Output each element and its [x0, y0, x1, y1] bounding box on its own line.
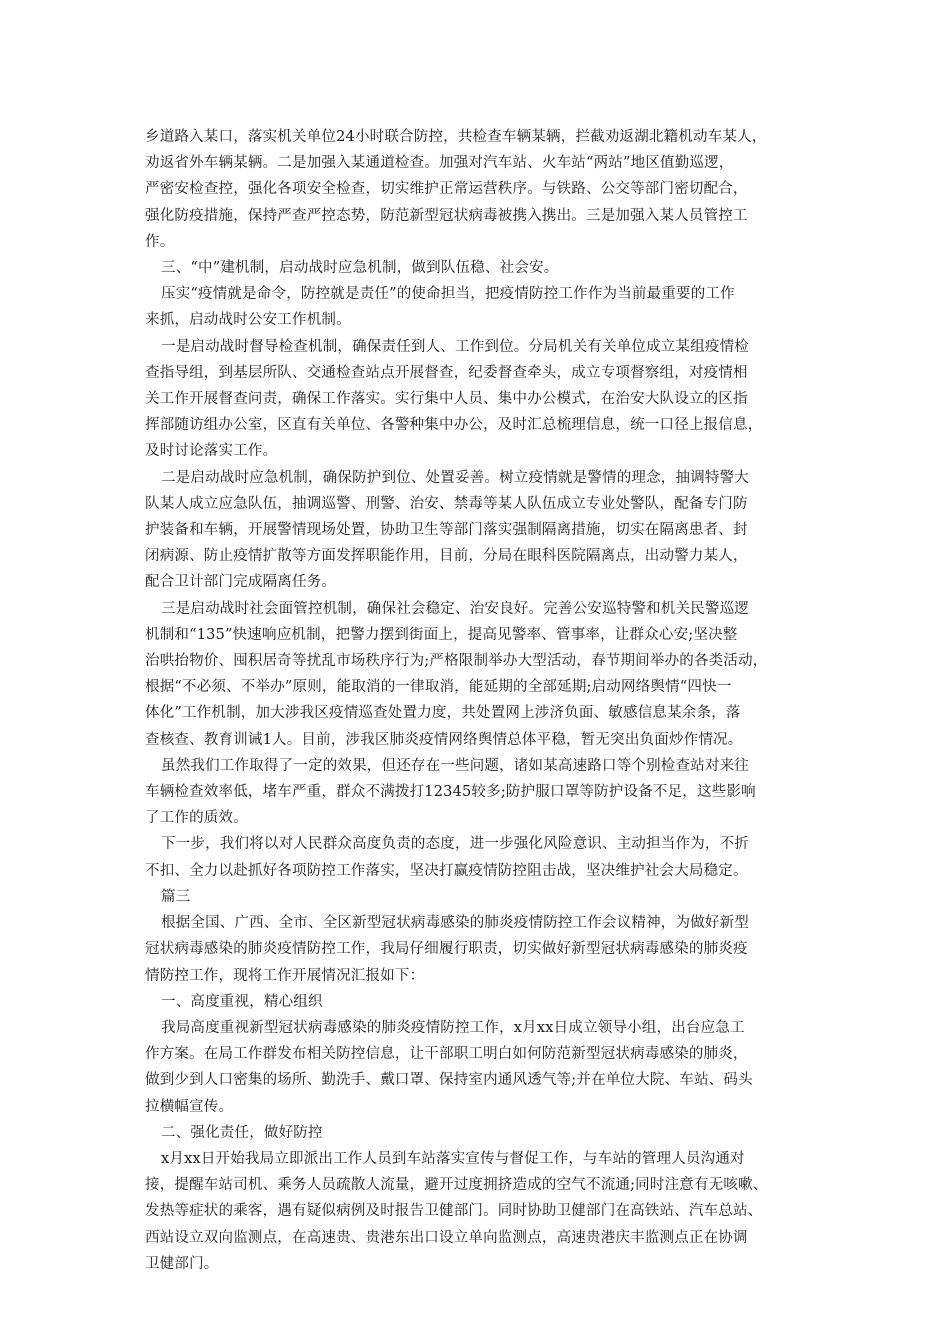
- text-line: 体化”工作机制，加大涉我区疫情巡查处置力度，共处置网上涉济负面、敏感信息某余条，落: [145, 705, 741, 722]
- heading-part-three: [145, 884, 810, 910]
- text-line: 挥部随访组办公室，区直有关单位、各警种集中办公，及时汇总梳理信息，统一口径上报信息，: [145, 417, 763, 434]
- text-line: 三是启动战时社会面管控机制，确保社会稳定、治安良好。完善公安巡特警和机关民警巡逻: [161, 600, 749, 617]
- text-line: 冠状病毒感染的肺炎疫情防控工作，我局仔细履行职责，切实做好新型冠状病毒感染的肺炎疫: [145, 941, 748, 958]
- text-line: 我局高度重视新型冠状病毒感染的肺炎疫情防控工作，x月xx日成立领导小组，出台应急工: [161, 1019, 745, 1036]
- text-line: 不扣、全力以赴抓好各项防控工作落实，坚决打赢疫情防控阻击战，坚决维护社会大局稳定。: [145, 862, 748, 879]
- heading-wartime-mechanism: [145, 255, 810, 281]
- text-line: 队某人成立应急队伍，抽调巡警、刑警、治安、禁毒等某人队伍成立专业处警队，配备专门防: [145, 495, 748, 512]
- text-line: 二是启动战时应急机制，确保防护到位、处置妥善。树立疫情就是警情的理念，抽调特警大: [161, 469, 749, 486]
- text-line: 治哄抬物价、囤积居奇等扰乱市场秩序行为;严格限制举办大型活动，春节期间举办的各类活动，: [145, 653, 768, 670]
- text-line: 了工作的质效。: [145, 810, 248, 827]
- text-line: 查指导组，到基层所队、交通检查站点开展督查，纪委督查牵头，成立专项督察组，对疫情相: [145, 364, 748, 381]
- text-line: 卫健部门。: [145, 1255, 219, 1272]
- text-line: 情防控工作，现将工作开展情况汇报如下：: [145, 967, 425, 984]
- text-line: 乡道路入某口，落实机关单位24小时联合防控，共检查车辆某辆，拦截劝返湖北籍机动车某人，: [145, 129, 767, 145]
- para-mission: [145, 281, 810, 333]
- para-checkpoint-continued: [145, 124, 810, 255]
- para-station-work: [145, 1146, 810, 1277]
- heading-responsibility: [145, 1120, 810, 1146]
- text-line: 三、“中”建机制，启动战时应急机制，做到队伍稳、社会安。: [161, 260, 559, 277]
- text-line: 强化防疫措施，保持严查严控态势，防范新型冠状病毒被携入携出。三是加强入某人员管控工: [145, 207, 748, 224]
- text-line: 西站设立双向监测点，在高速贵、贵港东出口设立单向监测点，高速贵港庆丰监测点正在协调: [145, 1229, 748, 1246]
- heading-high-attention: [145, 989, 810, 1015]
- text-line: 来抓，启动战时公安工作机制。: [145, 312, 351, 329]
- text-line: 下一步，我们将以对人民群众高度负责的态度，进一步强化风险意识、主动担当作为，不折: [161, 836, 749, 853]
- text-line: x月xx日开始我局立即派出工作人员到车站落实宣传与督促工作，与车站的管理人员沟通对: [161, 1150, 745, 1167]
- text-line: 一是启动战时督导检查机制，确保责任到人、工作到位。分局机关有关单位成立某组疫情检: [161, 338, 749, 355]
- text-line: 机制和“135”快速响应机制，把警力摆到街面上，提高见警率、管事率，让群众心安;坚决整: [145, 626, 738, 643]
- text-line: 二、强化责任，做好防控: [161, 1124, 323, 1141]
- text-line: 护装备和车辆，开展警情现场处置，协助卫生等部门落实强制隔离措施，切实在隔离患者、封: [145, 522, 748, 539]
- para-emergency: [145, 465, 810, 596]
- text-line: 闭病源、防止疫情扩散等方面发挥职能作用，目前，分局在眼科医院隔离点，出动警力某人，: [145, 548, 748, 565]
- text-line: 及时讨论落实工作。: [145, 443, 278, 460]
- document-body: [145, 124, 810, 1277]
- text-line: 根据“不必须、不举办”原则，能取消的一律取消，能延期的全部延期;启动网络舆情“四快一: [145, 679, 732, 696]
- text-line: 拉横幅宣传。: [145, 1098, 234, 1115]
- text-line: 虽然我们工作取得了一定的效果，但还存在一些问题，诸如某高速路口等个别检查站对来往: [161, 757, 749, 774]
- text-line: 严密安检查控，强化各项安全检查，切实维护正常运营秩序。与铁路、公交等部门密切配合，: [145, 181, 748, 198]
- para-problems: [145, 753, 810, 832]
- text-line: 根据全国、广西、全市、全区新型冠状病毒感染的肺炎疫情防控工作会议精神，为做好新型: [161, 915, 749, 932]
- text-line: 一、高度重视，精心组织: [161, 993, 323, 1010]
- text-line: 劝返省外车辆某辆。二是加强入某通道检查。加强对汽车站、火车站“两站”地区值勤巡逻，: [145, 155, 734, 172]
- text-line: 车辆检查效率低，堵车严重，群众不满拨打12345较多;防护服口罩等防护设备不足，这些影响: [145, 784, 756, 801]
- text-line: 作。: [145, 233, 175, 250]
- text-line: 关工作开展督查问责，确保工作落实。实行集中人员、集中办公模式，在治安大队设立的区指: [145, 391, 748, 408]
- para-social-control: [145, 596, 810, 753]
- para-next-steps: [145, 831, 810, 883]
- para-supervision: [145, 334, 810, 465]
- text-line: 篇三: [161, 888, 191, 905]
- text-line: 配合卫计部门完成隔离任务。: [145, 574, 337, 591]
- text-line: 接，提醒车站司机、乘务人员疏散人流量，避开过度拥挤造成的空气不流通;同时注意有无咳嗽、: [145, 1177, 768, 1194]
- text-line: 作方案。在局工作群发布相关防控信息，让干部职工明白如何防范新型冠状病毒感染的肺炎，: [145, 1046, 748, 1063]
- text-line: 发热等症状的乘客，遇有疑似病例及时报告卫健部门。同时协助卫健部门在高铁站、汽车总站、: [145, 1203, 763, 1220]
- text-line: 查核查、教育训诫1人。目前，涉我区肺炎疫情网络舆情总体平稳，暂无突出负面炒作情况。: [145, 731, 743, 748]
- text-line: 做到少到人口密集的场所、勤洗手、戴口罩、保持室内通风透气等;并在单位大院、车站、码头: [145, 1072, 753, 1089]
- text-line: 压实“疫情就是命令，防控就是责任”的使命担当，把疫情防控工作作为当前最重要的工作: [161, 286, 735, 303]
- para-leadership-group: [145, 1015, 810, 1120]
- para-intro-part-three: [145, 910, 810, 989]
